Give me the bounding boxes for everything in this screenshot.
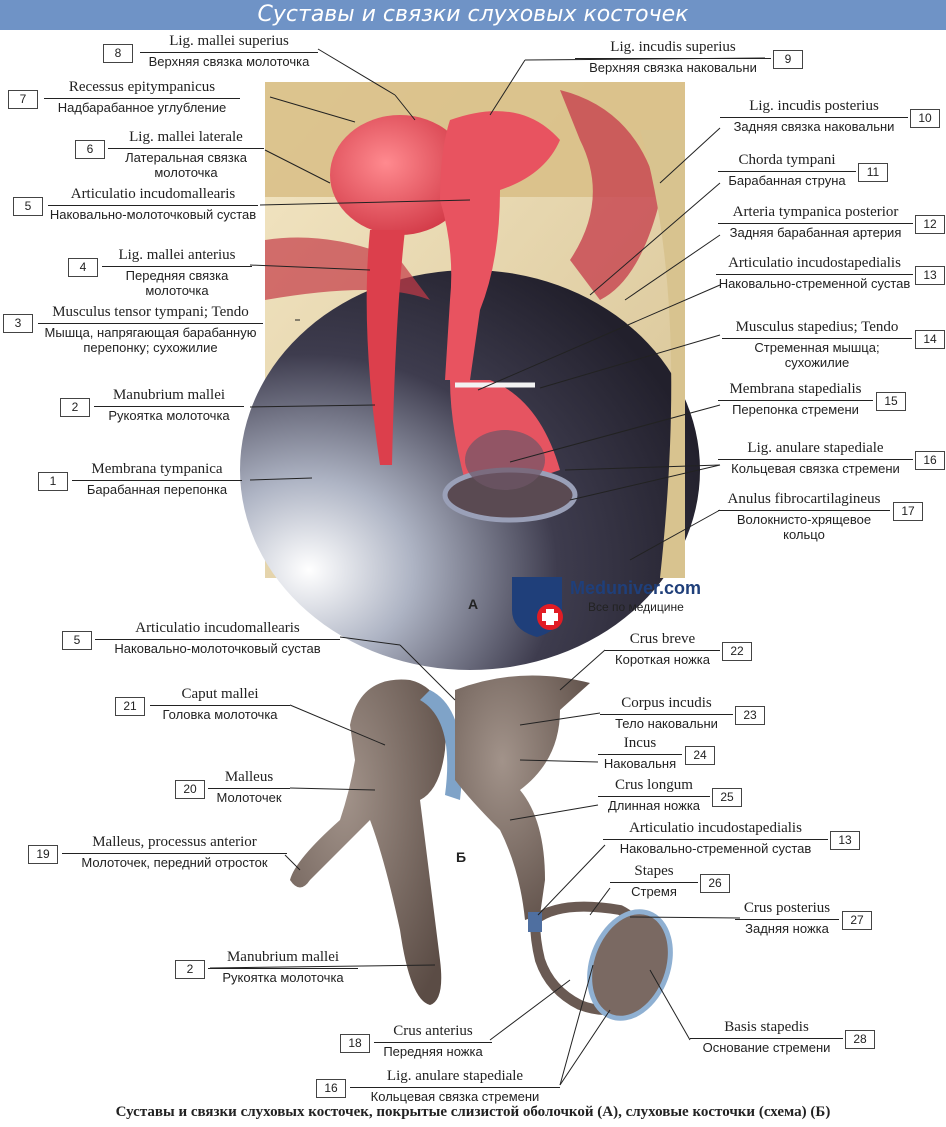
label-manubrium-mallei-b: Manubrium mallei Рукоятка молоточка [208,949,358,985]
label-num-1: 1 [38,472,68,491]
label-lig-mallei-anterius: Lig. mallei anterius Передняя связка молоточка [102,247,252,298]
label-malleus-processus-anterior: Malleus, processus anterior Молоточек, передний отросток [62,834,287,870]
figure-caption: Суставы и связки слуховых косточек, покрытые слизистой оболочкой (А), слуховые косточки (схема) (Б) [115,1104,831,1120]
label-membrana-stapedialis: Membrana stapedialis Перепонка стремени [718,381,873,417]
label-anulus-fibrocartilagineus: Anulus fibrocartilagineus Волокнисто-хрящевое кольцо [718,491,890,542]
page-title: Суставы и связки слуховых косточек [257,2,689,27]
label-num-7: 7 [8,90,38,109]
label-num-24: 24 [685,746,715,765]
label-crus-anterius: Crus anterius Передняя ножка [374,1023,492,1059]
label-num-5a: 5 [13,197,43,216]
medical-cross-shield-icon [512,577,563,637]
label-num-22: 22 [722,642,752,661]
label-num-17: 17 [893,502,923,521]
label-num-5b: 5 [62,631,92,650]
label-num-21: 21 [115,697,145,716]
label-num-2a: 2 [60,398,90,417]
label-num-8: 8 [103,44,133,63]
label-lig-mallei-laterale: Lig. mallei laterale Латеральная связка молоточка [108,129,264,180]
label-num-16a: 16 [915,451,945,470]
label-num-23: 23 [735,706,765,725]
label-num-19: 19 [28,845,58,864]
label-num-6: 6 [75,140,105,159]
label-num-27: 27 [842,911,872,930]
label-articulatio-incudostapedialis-b: Articulatio incudostapedialis Наковально-стременной сустав [603,820,828,856]
label-incus: Incus Наковальня [598,735,682,771]
logo-tagline: Все по медицине [588,600,684,614]
label-crus-posterius: Crus posterius Задняя ножка [735,900,839,936]
label-lig-anulare-stapediale-a: Lig. anulare stapediale Кольцевая связка стремени [718,440,913,476]
label-corpus-incudis: Corpus incudis Тело наковальни [600,695,733,731]
label-num-9: 9 [773,50,803,69]
label-basis-stapedis: Basis stapedis Основание стремени [690,1019,843,1055]
label-num-13a: 13 [915,266,945,285]
label-membrana-tympanica: Membrana tympanica Барабанная перепонка [72,461,242,497]
label-num-12: 12 [915,215,945,234]
panel-b-letter: Б [456,849,467,865]
label-caput-mallei: Caput mallei Головка молоточка [150,686,290,722]
label-crus-breve: Crus breve Короткая ножка [605,631,720,667]
label-arteria-tympanica-posterior: Arteria tympanica posterior Задняя барабанная артерия [718,204,913,240]
label-musculus-stapedius: Musculus stapedius; Tendo Стременная мышца; сухожилие [722,319,912,370]
label-lig-incudis-superius: Lig. incudis superius Верхняя связка наковальни [575,39,771,75]
label-num-11: 11 [858,163,888,182]
label-chorda-tympani: Chorda tympani Барабанная струна [718,152,856,188]
incus-b [455,675,590,920]
label-num-14: 14 [915,330,945,349]
label-recessus-epitympanicus: Recessus epitympanicus Надбарабанное углубление [44,79,240,115]
label-lig-mallei-superius: Lig. mallei superius Верхняя связка молоточка [140,33,318,69]
label-malleus: Malleus Молоточек [208,769,290,805]
label-num-25: 25 [712,788,742,807]
label-num-2b: 2 [175,960,205,979]
label-num-15: 15 [876,392,906,411]
label-lig-anulare-stapediale-b: Lig. anulare stapediale Кольцевая связка стремени [350,1068,560,1104]
label-num-10: 10 [910,109,940,128]
label-num-20: 20 [175,780,205,799]
label-stapes: Stapes Стремя [610,863,698,899]
label-num-16b: 16 [316,1079,346,1098]
label-num-13b: 13 [830,831,860,850]
label-articulatio-incudostapedialis-a: Articulatio incudostapedialis Наковально-стременной сустав [716,255,913,291]
label-num-28: 28 [845,1030,875,1049]
label-num-26: 26 [700,874,730,893]
label-num-18: 18 [340,1034,370,1053]
label-articulatio-incudomallearis-b: Articulatio incudomallearis Наковально-молоточковый сустав [95,620,340,656]
logo-name[interactable]: Meduniver.com [570,578,702,598]
label-num-3: 3 [3,314,33,333]
label-articulatio-incudomallearis-a: Articulatio incudomallearis Наковально-молоточковый сустав [49,186,257,222]
label-manubrium-mallei-a: Manubrium mallei Рукоятка молоточка [94,387,244,423]
label-musculus-tensor-tympani: Musculus tensor tympani; Tendo Мышца, напрягающая барабанную перепонку; сухожилие [38,304,263,355]
label-lig-incudis-posterius: Lig. incudis posterius Задняя связка наковальни [720,98,908,134]
label-crus-longum: Crus longum Длинная ножка [598,777,710,813]
panel-a-letter: А [468,596,479,612]
label-num-4: 4 [68,258,98,277]
